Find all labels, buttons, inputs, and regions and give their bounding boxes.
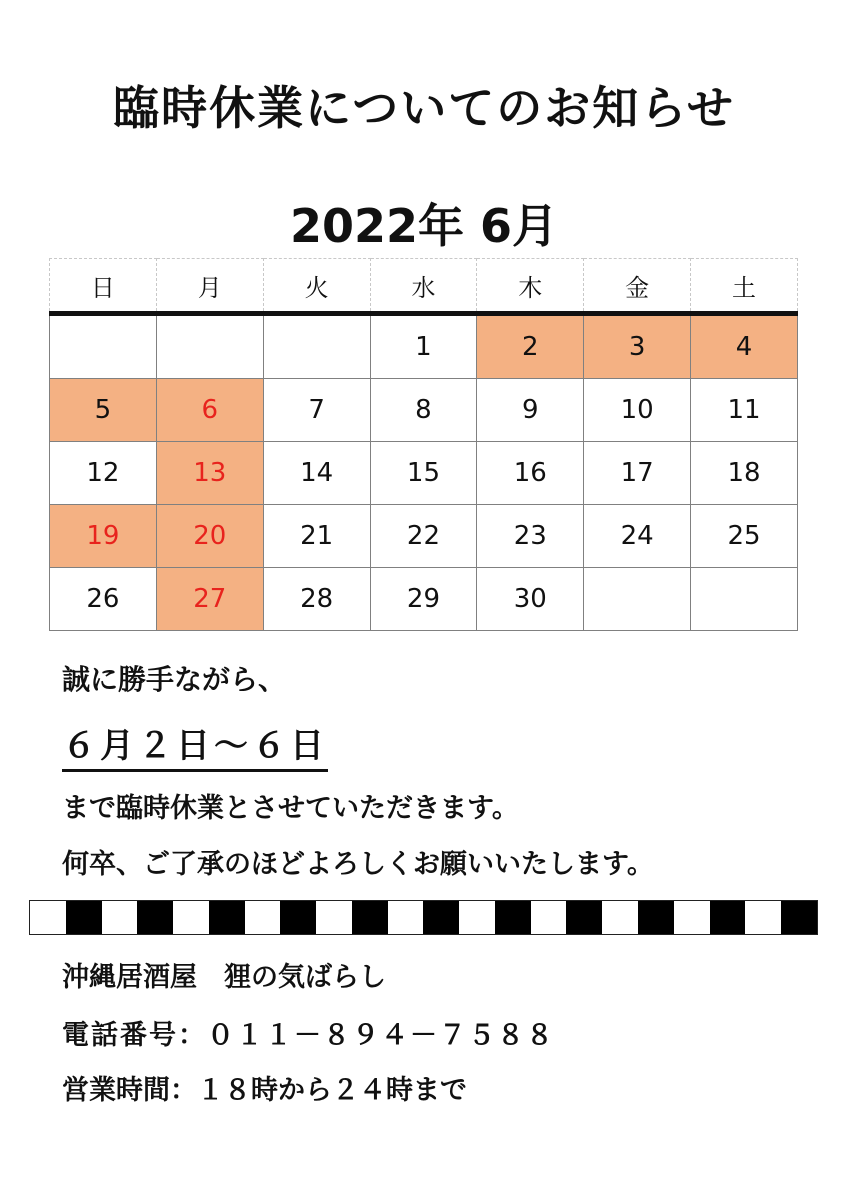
notice-apology: 何卒、ご了承のほどよろしくお願いいたします。 [62, 849, 654, 880]
page-title: 臨時休業についてのお知らせ [113, 81, 735, 135]
calendar-day-26: 26 [50, 568, 157, 631]
calendar-day-1: 1 [370, 314, 477, 379]
calendar-week-row [50, 568, 798, 631]
calendar-day-13: 13 [156, 442, 263, 505]
calendar-day-15: 15 [370, 442, 477, 505]
weekday-wed: 水 [370, 259, 477, 314]
shop-phone: 電話番号：０１１－８９４－７５８８ [62, 1020, 555, 1051]
calendar-day-22: 22 [370, 505, 477, 568]
shop-hours: 営業時間：１８時から２４時まで [62, 1075, 467, 1106]
weekday-fri: 金 [584, 259, 691, 314]
calendar-day-6: 6 [156, 379, 263, 442]
calendar-day-8: 8 [370, 379, 477, 442]
weekday-header-row [50, 259, 798, 314]
closure-dates: ６月２日～６日 [62, 718, 328, 772]
calendar-day-18: 18 [691, 442, 798, 505]
calendar-day-7: 7 [263, 379, 370, 442]
calendar-empty-cell [156, 314, 263, 379]
notice-intro: 誠に勝手ながら、 [62, 663, 287, 696]
calendar-day-23: 23 [477, 505, 584, 568]
calendar-empty-cell [584, 568, 691, 631]
calendar-day-30: 30 [477, 568, 584, 631]
calendar-day-19: 19 [50, 505, 157, 568]
calendar-day-21: 21 [263, 505, 370, 568]
calendar-day-5: 5 [50, 379, 157, 442]
calendar-month-label: 2022年 6月 [289, 199, 559, 253]
weekday-sat: 土 [691, 259, 798, 314]
shop-name: 沖縄居酒屋 狸の気ばらし [62, 962, 386, 993]
calendar-day-9: 9 [477, 379, 584, 442]
calendar-day-14: 14 [263, 442, 370, 505]
calendar-week-row [50, 505, 798, 568]
calendar-day-28: 28 [263, 568, 370, 631]
calendar-day-16: 16 [477, 442, 584, 505]
calendar-week-row [50, 314, 798, 379]
weekday-tue: 火 [263, 259, 370, 314]
calendar-day-2: 2 [477, 314, 584, 379]
notice-closure-text: まで臨時休業とさせていただきます。 [62, 793, 519, 824]
calendar-week-row [50, 442, 798, 505]
calendar-empty-cell [263, 314, 370, 379]
calendar-day-12: 12 [50, 442, 157, 505]
checkered-divider [29, 900, 818, 935]
calendar-empty-cell [50, 314, 157, 379]
calendar-day-20: 20 [156, 505, 263, 568]
weekday-mon: 月 [156, 259, 263, 314]
calendar-day-17: 17 [584, 442, 691, 505]
calendar-day-24: 24 [584, 505, 691, 568]
calendar-empty-cell [691, 568, 798, 631]
weekday-thu: 木 [477, 259, 584, 314]
weekday-sun: 日 [50, 259, 157, 314]
calendar-grid [49, 258, 798, 631]
calendar-day-29: 29 [370, 568, 477, 631]
calendar-day-10: 10 [584, 379, 691, 442]
calendar-day-3: 3 [584, 314, 691, 379]
calendar-day-27: 27 [156, 568, 263, 631]
calendar-week-row [50, 379, 798, 442]
calendar-day-4: 4 [691, 314, 798, 379]
calendar-day-25: 25 [691, 505, 798, 568]
calendar-day-11: 11 [691, 379, 798, 442]
